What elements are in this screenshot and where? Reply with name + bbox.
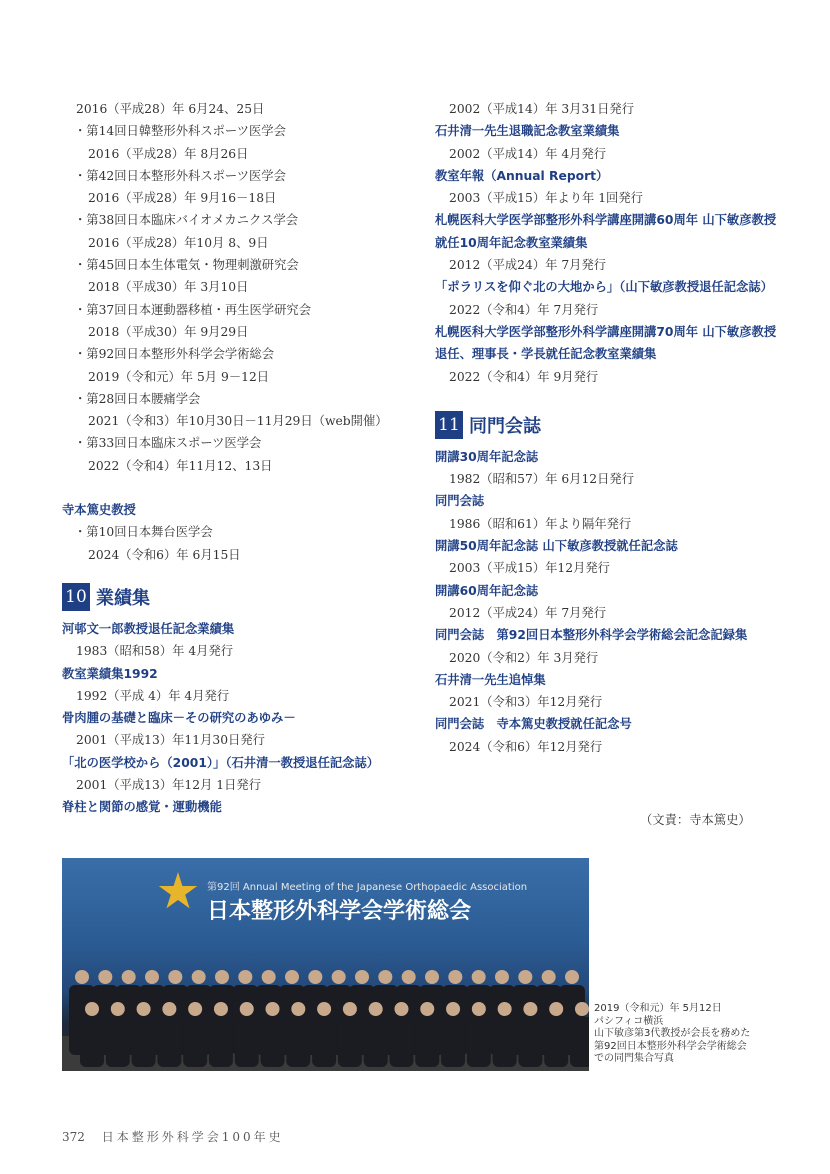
conference-date: 2022（令和4）年11月12、13日 [88, 458, 273, 473]
section-11-heading [435, 410, 780, 440]
publication-title: 札幌医科大学医学部整形外科学講座開講70周年 山下敏彦教授退任、理事長・学長就任記念教室業績集 [435, 324, 777, 362]
publication-title: 骨肉腫の基礎と臨床－その研究のあゆみ－ [62, 711, 296, 726]
page-number: 372 [62, 1130, 85, 1144]
left-top-date: 2016（平成28）年 6月24、25日 [76, 102, 265, 116]
publication-date: 2022（令和4）年 9月発行 [449, 369, 599, 384]
publication-title: 教室年報（Annual Report） [435, 168, 609, 183]
book-title: 日本整形外科学会100年史 [101, 1130, 284, 1144]
right-column [435, 98, 780, 758]
conference-date: 2024（令和6）年 6月15日 [88, 547, 241, 562]
conference-date: 2016（平成28）年10月 8、9日 [88, 235, 269, 250]
journal-title: 開講30周年記念誌 [435, 449, 539, 464]
conference-date: 2018（平成30）年 9月29日 [88, 324, 249, 339]
publication-title: 「ポラリスを仰ぐ北の大地から」（山下敏彦教授退任記念誌） [435, 280, 773, 295]
journal-title: 同門会誌 [435, 494, 485, 509]
conference-date: 2021（令和3）年10月30日－11月29日（web開催） [88, 414, 388, 429]
publication-date: 2003（平成15）年より年 1回発行 [449, 191, 643, 206]
journal-date: 1982（昭和57）年 6月12日発行 [449, 472, 634, 487]
conference-date: 2016（平成28）年 8月26日 [88, 146, 249, 161]
publication-title: 教室業績集1992 [62, 666, 158, 681]
publication-title: 石井清一先生退職記念教室業績集 [435, 124, 620, 139]
publication-title: 札幌医科大学医学部整形外科学講座開講60周年 山下敏彦教授就任10周年記念教室業績集 [435, 213, 777, 250]
section-number: 11 [435, 411, 463, 439]
conference-item: ・第14回日韓整形外科スポーツ医学会 [74, 124, 286, 139]
group-photo [62, 858, 589, 1071]
banner-subtitle: 第92回 Annual Meeting of the Japanese Orthopaedic Association [207, 882, 528, 893]
section-10-heading [62, 582, 412, 612]
banner-title: 日本整形外科学会学術総会 [207, 899, 472, 924]
section-title: 同門会誌 [469, 415, 541, 437]
photo-caption [594, 1003, 780, 1066]
publication-title: 「北の医学校から（2001）」（石井清一教授退任記念誌） [62, 755, 380, 770]
page-footer [62, 1128, 284, 1145]
caption-line: パシフィコ横浜 [594, 1015, 664, 1027]
publication-date: 2002（平成14）年 4月発行 [449, 146, 607, 161]
conference-item: ・第37回日本運動器移植・再生医学研究会 [74, 302, 311, 317]
journal-title: 開講50周年記念誌 山下敏彦教授就任記念誌 [435, 539, 678, 554]
publication-title: 脊柱と関節の感覚・運動機能 [62, 800, 222, 815]
journal-date: 2020（令和2）年 3月発行 [449, 650, 599, 665]
journal-title: 石井清一先生追悼集 [435, 672, 546, 687]
journal-date: 2012（平成24）年 7月発行 [449, 605, 607, 620]
publication-date: 2001（平成13）年12月 1日発行 [76, 778, 261, 793]
journal-date: 2003（平成15）年12月発行 [449, 561, 610, 576]
teramoto-heading: 寺本篤史教授 [62, 503, 136, 518]
conference-item: ・第45回日本生体電気・物理刺激研究会 [74, 258, 299, 273]
publication-date: 1992（平成 4）年 4月発行 [76, 688, 230, 703]
caption-line: 第92回日本整形外科学会学術総会 [594, 1040, 747, 1052]
conference-item: ・第42回日本整形外科スポーツ医学会 [74, 168, 286, 183]
conference-item: ・第38回日本臨床バイオメカニクス学会 [74, 213, 299, 228]
conference-item: ・第10回日本舞台医学会 [74, 525, 213, 540]
journal-date: 1986（昭和61）年より隔年発行 [449, 516, 632, 531]
journal-date: 2021（令和3）年12月発行 [449, 695, 603, 710]
caption-line: 2019（令和元）年 5月12日 [594, 1003, 722, 1014]
journal-title: 開講60周年記念誌 [435, 583, 539, 598]
star-logo-icon [158, 872, 198, 912]
conference-item: ・第33回日本臨床スポーツ医学会 [74, 436, 262, 451]
right-top-date: 2002（平成14）年 3月31日発行 [449, 102, 634, 116]
conference-item: ・第28回日本腰痛学会 [74, 391, 201, 406]
conference-item: ・第92回日本整形外科学会学術総会 [74, 347, 275, 362]
publication-title: 河邨文一郎教授退任記念業績集 [62, 621, 235, 636]
journal-date: 2024（令和6）年12月発行 [449, 739, 603, 754]
people-silhouettes [62, 941, 589, 1071]
journal-title: 同門会誌 寺本篤史教授就任記念号 [435, 717, 632, 732]
publication-date: 1983（昭和58）年 4月発行 [76, 644, 234, 659]
publication-date: 2012（平成24）年 7月発行 [449, 258, 607, 273]
left-column [62, 98, 412, 819]
section-number: 10 [62, 583, 90, 611]
caption-line: での同門集合写真 [594, 1053, 674, 1065]
conference-date: 2019（令和元）年 5月 9－12日 [88, 369, 270, 384]
caption-line: 山下敏彦第3代教授が会長を務めた [594, 1028, 751, 1040]
conference-date: 2018（平成30）年 3月10日 [88, 280, 249, 295]
section-title: 業績集 [96, 587, 150, 609]
journal-title: 同門会誌 第92回日本整形外科学会学術総会記念記録集 [435, 628, 748, 643]
conference-date: 2016（平成28）年 9月16－18日 [88, 191, 277, 206]
author-credit: （文責：寺本篤史） [640, 813, 751, 827]
publication-date: 2022（令和4）年 7月発行 [449, 302, 599, 317]
publication-date: 2001（平成13）年11月30日発行 [76, 733, 265, 748]
